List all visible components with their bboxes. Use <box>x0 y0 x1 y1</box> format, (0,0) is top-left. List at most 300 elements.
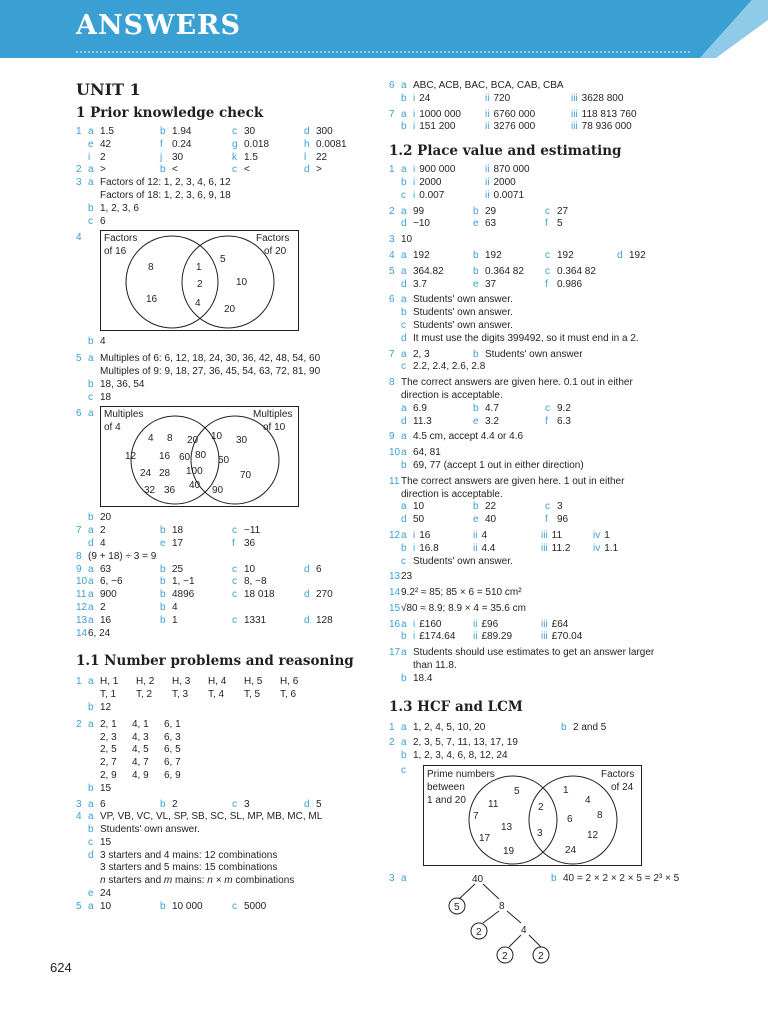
answer: 4, 9 <box>132 769 149 781</box>
part-label: b <box>401 459 407 471</box>
venn-diagram-primes-factors <box>423 765 709 867</box>
part-label: d <box>304 126 310 137</box>
answer: 6.9 <box>413 402 427 414</box>
answer: £70.04 <box>551 631 583 643</box>
answer: Students' own answer. <box>100 824 200 836</box>
answer: 25 <box>172 563 184 575</box>
part-label: a <box>88 177 94 189</box>
venn-number: 5 <box>514 786 520 798</box>
part-label: a <box>88 353 94 365</box>
answer: 11.2 <box>551 542 571 554</box>
answer: 2 <box>100 151 106 163</box>
venn-label: of 16 <box>104 246 127 258</box>
answer: 99 <box>413 205 425 217</box>
part-label: d <box>401 514 407 526</box>
venn-number: 4 <box>195 298 201 310</box>
part-label: f <box>545 278 548 290</box>
answer: 4 <box>100 537 106 549</box>
hcf-question-3 <box>389 871 709 971</box>
question-number: 14 <box>389 587 401 599</box>
venn-number: 12 <box>587 830 599 842</box>
question-number: 2 <box>76 718 82 730</box>
answer: 24 <box>100 888 112 900</box>
question-number: 8 <box>389 377 395 389</box>
answer: Students' own answer. <box>413 555 513 567</box>
answer: 0.24 <box>172 138 192 150</box>
answer: 2 <box>100 525 106 537</box>
answer: 6 <box>100 215 106 227</box>
answer: direction is acceptable. <box>401 488 503 500</box>
answer: 2 <box>172 798 178 810</box>
part-label: b <box>160 601 166 613</box>
answer: 6, 1 <box>164 718 181 730</box>
answer: < <box>244 164 250 176</box>
question-6 <box>76 406 381 525</box>
answer: 63 <box>485 218 497 230</box>
part-label: a <box>88 601 94 613</box>
hcf-question-1 <box>389 722 709 735</box>
part-label: a <box>401 721 407 733</box>
question-number: 3 <box>76 177 82 189</box>
part-label: f <box>545 415 548 427</box>
question-number: 2 <box>389 737 395 749</box>
question-number: 4 <box>76 811 82 823</box>
part-label: b <box>88 336 94 348</box>
part-label: c <box>232 525 237 537</box>
part-label: d <box>304 589 310 601</box>
venn-label: of 24 <box>611 782 634 794</box>
part-label: c <box>232 126 237 137</box>
answer: Students' own answer. <box>413 294 513 306</box>
answer: Students' own answer. <box>413 319 513 331</box>
part-label: a <box>401 294 407 306</box>
s2-question-1 <box>76 676 381 714</box>
answer: 3 starters and 4 mains: 12 combinations <box>100 849 278 861</box>
part-label: c <box>232 900 237 912</box>
answer: 11.3 <box>413 415 432 427</box>
answer: It must use the digits 399492, so it must end in a 2. <box>413 332 639 344</box>
answer: 1 <box>172 614 178 626</box>
page-title: ANSWERS <box>76 10 241 41</box>
question-number: 5 <box>389 265 395 277</box>
answer: 10 <box>100 900 112 912</box>
answer: 6 <box>100 798 106 810</box>
part-label: b <box>160 563 166 575</box>
question-13 <box>76 615 381 628</box>
part-label: c <box>401 555 406 567</box>
venn-number: 6 <box>567 814 573 826</box>
answer: 37 <box>485 278 497 290</box>
question-number: 6 <box>389 294 395 306</box>
venn-diagram-factors <box>100 230 381 332</box>
pv-question-16: 16 a i £160 ii £96 iii £64 b i £174.64 ii £89.29 iii £70.04 <box>389 618 583 643</box>
tree-node: 4 <box>521 925 527 937</box>
part-label: a <box>401 873 407 885</box>
answer: 1.5 <box>244 151 258 163</box>
answer: 96 <box>557 514 569 526</box>
answer: 192 <box>557 249 574 261</box>
venn-label: of 10 <box>263 422 286 434</box>
part-label: b <box>160 798 166 810</box>
part-label: c <box>545 205 550 217</box>
part-label: j <box>160 151 163 163</box>
answer: 364.82 <box>413 265 444 277</box>
answer: 151 200 <box>419 121 456 133</box>
answer: 2, 3, 5, 7, 11, 13, 17, 19 <box>413 737 518 749</box>
pv-question-17 <box>389 647 709 685</box>
part-label: b <box>401 542 407 554</box>
answer: −10 <box>413 218 430 230</box>
part-label: d <box>401 278 407 290</box>
answer: H, 6 <box>280 676 299 688</box>
part-label: b <box>160 614 166 626</box>
part-label: a <box>401 402 407 414</box>
answer: 40 = 2 × 2 × 2 × 5 = 2³ × 5 <box>563 873 680 885</box>
answer: 1331 <box>244 614 267 626</box>
venn-label: of 4 <box>104 422 121 434</box>
question-9 <box>76 564 381 577</box>
question-number: 13 <box>76 614 88 626</box>
tree-node: 2 <box>476 927 482 939</box>
part-label: b <box>473 348 479 360</box>
part-label: c <box>401 765 406 777</box>
answer: 23 <box>401 571 413 583</box>
part-label: b <box>160 589 166 601</box>
answer: 2, 3 <box>413 348 430 360</box>
answer: 1.5 <box>100 126 114 137</box>
part-label: f <box>232 537 235 549</box>
venn-number: 10 <box>236 277 248 289</box>
answer: The correct answers are given here. 0.1 out in either <box>401 377 633 389</box>
answer: 6, 3 <box>164 731 181 743</box>
venn-number: 10 <box>211 431 223 443</box>
answer: The correct answers are given here. 1 out in either <box>401 475 625 487</box>
venn-label: Multiples <box>253 409 293 421</box>
part-label: c <box>88 836 93 848</box>
answer: 18, 36, 54 <box>100 378 145 390</box>
answer: 27 <box>557 205 569 217</box>
factor-tree <box>417 871 557 967</box>
part-label: a <box>88 408 94 420</box>
answer: 0.0081 <box>316 138 347 150</box>
part-label: a <box>88 164 94 176</box>
answer: 15 <box>100 782 112 794</box>
part-label: e <box>473 278 479 290</box>
tree-node: 40 <box>472 874 484 886</box>
s2-question-2 <box>76 719 381 796</box>
answer: H, 2 <box>136 676 155 688</box>
answer: 3.7 <box>413 278 427 290</box>
unit-heading: UNIT 1 <box>76 80 141 99</box>
answer: £174.64 <box>419 631 456 643</box>
answer: 6, 7 <box>164 757 181 769</box>
venn-diagram-multiples <box>100 406 381 508</box>
venn-number: 8 <box>597 810 603 822</box>
answer: 4 <box>481 529 488 541</box>
question-number: 2 <box>389 205 395 217</box>
part-label: b <box>473 501 479 513</box>
venn-number: 2 <box>538 802 544 814</box>
answer: 2, 3 <box>100 731 117 743</box>
part-label: c <box>545 402 550 414</box>
venn-number: 1 <box>563 785 569 797</box>
answer: 128 <box>316 614 333 626</box>
part-label: a <box>401 431 407 443</box>
answer: T, 3 <box>172 689 189 701</box>
pv-question-4 <box>389 250 709 263</box>
part-label: c <box>232 614 237 626</box>
question-number: 12 <box>76 601 88 613</box>
part-label: a <box>88 798 94 810</box>
answer: 24 <box>419 92 431 104</box>
answer: 11 <box>551 529 563 541</box>
answer: 63 <box>100 563 112 575</box>
part-label: c <box>545 265 550 277</box>
part-label: c <box>232 164 237 176</box>
venn-label: Factors <box>104 233 138 245</box>
question-7-cont: 7 a i 1000 000 ii 6760 000 iii 118 813 760 b i 151 200 ii 3276 000 iii 78 936 000 <box>389 108 637 133</box>
question-5 <box>76 353 381 404</box>
part-label: l <box>304 151 307 163</box>
answer: 0.007 <box>419 189 445 201</box>
answer: 3.2 <box>485 415 499 427</box>
pv-question-8 <box>389 377 709 428</box>
part-label: c <box>401 189 406 201</box>
s2-question-4 <box>76 811 381 901</box>
part-label: a <box>88 576 94 588</box>
pv-question-2 <box>389 206 709 232</box>
section-heading: 1 Prior knowledge check <box>76 105 264 121</box>
part-label: b <box>473 402 479 414</box>
answer: 192 <box>413 249 430 261</box>
question-number: 9 <box>76 563 82 575</box>
answer: 270 <box>316 589 333 601</box>
tree-node: 5 <box>454 902 460 914</box>
answer: 9.2 <box>557 402 571 414</box>
question-number: 7 <box>76 525 82 537</box>
part-label: d <box>304 563 310 575</box>
answer: n starters and m mains: n × m combinations <box>100 875 295 887</box>
venn-number: 40 <box>189 480 201 492</box>
venn-number: 12 <box>125 451 137 463</box>
answer: 4, 5 <box>132 744 149 756</box>
answer: 2000 <box>493 176 516 188</box>
venn-number: 100 <box>186 466 203 478</box>
pv-question-3 <box>389 234 709 247</box>
part-label: h <box>304 138 310 150</box>
part-label: b <box>561 721 567 733</box>
venn-label: Factors <box>601 769 635 781</box>
pv-question-1: 1 a i 900 000 ii 870 000 b i 2000 ii 2000 c i 0.007 ii 0.0071 <box>389 164 530 201</box>
venn-label: 1 and 20 <box>427 795 466 807</box>
answer: 22 <box>316 151 328 163</box>
question-number: 5 <box>76 353 82 365</box>
answer: 4 <box>100 336 106 348</box>
answer: 5000 <box>244 900 267 912</box>
part-label: b <box>401 121 407 133</box>
answer: Multiples of 9: 9, 18, 27, 36, 45, 54, 63, 72, 81, 90 <box>100 365 321 377</box>
part-label: c <box>88 215 93 227</box>
answer: 15 <box>100 836 112 848</box>
answer: 4.5 cm, accept 4.4 or 4.6 <box>413 431 524 443</box>
tree-node: 8 <box>499 901 505 913</box>
answer: < <box>172 164 178 176</box>
answer: H, 1 <box>100 676 119 688</box>
answer: 1, −1 <box>172 576 195 588</box>
answer: 10 <box>401 234 413 246</box>
venn-number: 50 <box>218 455 230 467</box>
venn-label: Factors <box>256 233 290 245</box>
answer: 2 <box>100 601 106 613</box>
answer: 192 <box>629 249 646 261</box>
answer: 2000 <box>419 176 442 188</box>
answer: 2, 9 <box>100 769 117 781</box>
part-label: b <box>401 307 407 319</box>
answer: 16 <box>100 614 112 626</box>
part-label: d <box>401 415 407 427</box>
hcf-question-2 <box>389 737 709 867</box>
pv-question-10 <box>389 447 709 473</box>
question-number: 10 <box>389 447 401 459</box>
part-label: b <box>160 164 166 176</box>
question-number: 2 <box>76 164 82 176</box>
question-number: 6 <box>76 408 82 420</box>
part-label: d <box>617 249 623 261</box>
venn-number: 19 <box>503 846 515 858</box>
pv-question-7 <box>389 349 709 375</box>
part-label: c <box>232 576 237 588</box>
pv-question-12: 12 a i 16 ii 4 iii 11 iv 1 b i 16.8 ii 4.4 iii 11.2 iv 1.1 c Students' own answer. <box>389 529 619 567</box>
answer: 2, 1 <box>100 718 117 730</box>
venn-number: 70 <box>240 470 252 482</box>
venn-label: Prime numbers <box>427 769 495 781</box>
question-number: 5 <box>76 900 82 912</box>
answer: 1.1 <box>604 542 619 554</box>
question-number: 1 <box>389 164 395 176</box>
answer: 12 <box>100 701 112 713</box>
right-column <box>389 80 709 971</box>
answer: 10 000 <box>172 900 203 912</box>
answer: direction is acceptable. <box>401 389 503 401</box>
answer: 18 <box>172 525 184 537</box>
part-label: d <box>304 164 310 176</box>
answer: 0.364 82 <box>557 265 596 277</box>
answer: 1, 2, 3, 4, 6, 8, 12, 24 <box>413 750 508 762</box>
venn-number: 60 <box>179 452 191 464</box>
part-label: a <box>401 447 407 459</box>
pv-question-14 <box>389 587 709 600</box>
part-label: b <box>551 873 557 885</box>
pv-question-13 <box>389 571 709 584</box>
answer: VP, VB, VC, VL, SP, SB, SC, SL, MP, MB, MC, ML <box>100 811 323 823</box>
venn-number: 28 <box>159 468 171 480</box>
part-label: e <box>473 514 479 526</box>
answer: 42 <box>100 138 112 150</box>
answer: 720 <box>493 92 511 104</box>
part-label: f <box>545 218 548 230</box>
pv-question-5 <box>389 266 709 292</box>
answer: 900 000 <box>419 164 456 176</box>
answer: 8, −8 <box>244 576 267 588</box>
answer: 6, −6 <box>100 576 123 588</box>
answer: T, 2 <box>136 689 153 701</box>
venn-number: 30 <box>236 435 248 447</box>
part-label: b <box>401 672 407 684</box>
answer: 6.3 <box>557 415 571 427</box>
answer: 0.018 <box>244 138 270 150</box>
part-label: b <box>160 126 166 137</box>
answer: 18 <box>100 391 112 403</box>
answer: 4.4 <box>481 542 496 554</box>
question-14 <box>76 628 381 641</box>
part-label: c <box>545 501 550 513</box>
answer: 6, 9 <box>164 769 181 781</box>
venn-number: 7 <box>473 811 479 823</box>
answer: 6, 5 <box>164 744 181 756</box>
venn-number: 11 <box>488 799 499 811</box>
answer: T, 1 <box>100 689 117 701</box>
page-number: 624 <box>50 960 72 975</box>
question-11 <box>76 589 381 602</box>
section-heading: 1.1 Number problems and reasoning <box>76 653 354 670</box>
answer: 10 <box>244 563 256 575</box>
answer: Factors of 12: 1, 2, 3, 4, 6, 12 <box>100 177 231 189</box>
answer: > <box>100 164 106 176</box>
part-label: e <box>88 138 94 150</box>
part-label: c <box>232 563 237 575</box>
part-label: b <box>88 378 94 390</box>
part-label: a <box>401 80 407 91</box>
answer: 6, 24 <box>88 627 111 639</box>
venn-number: 16 <box>159 451 171 463</box>
venn-number: 4 <box>148 433 154 445</box>
part-label: b <box>160 576 166 588</box>
question-number: 8 <box>76 550 82 562</box>
part-label: c <box>88 391 93 403</box>
answer: H, 4 <box>208 676 227 688</box>
answer: ABC, ACB, BAC, BCA, CAB, CBA <box>413 80 564 91</box>
answer: 50 <box>413 514 425 526</box>
answer: T, 6 <box>280 689 297 701</box>
answer: 18 018 <box>244 589 275 601</box>
answer: 4, 7 <box>132 757 149 769</box>
answer: 2, 7 <box>100 757 117 769</box>
question-7 <box>76 525 381 551</box>
part-label: b <box>401 176 407 188</box>
part-label: a <box>401 501 407 513</box>
venn-number: 5 <box>220 254 226 266</box>
venn-number: 1 <box>196 262 202 274</box>
answer: 1000 000 <box>419 108 461 120</box>
answer: 22 <box>485 501 497 513</box>
part-label: a <box>401 164 407 176</box>
venn-label: of 20 <box>264 246 287 258</box>
question-4 <box>76 230 381 349</box>
answer: H, 3 <box>172 676 191 688</box>
answer: 4, 3 <box>132 731 149 743</box>
part-label: a <box>401 737 407 749</box>
answer: 10 <box>413 501 425 513</box>
part-label: b <box>473 249 479 261</box>
answer: £64 <box>551 618 569 630</box>
venn-number: 17 <box>479 833 491 845</box>
question-number: 4 <box>389 249 395 261</box>
question-number: 15 <box>389 602 401 614</box>
answer: 2 and 5 <box>573 721 607 733</box>
venn-number: 13 <box>501 822 513 834</box>
answer-row <box>76 126 381 139</box>
part-label: e <box>473 415 479 427</box>
